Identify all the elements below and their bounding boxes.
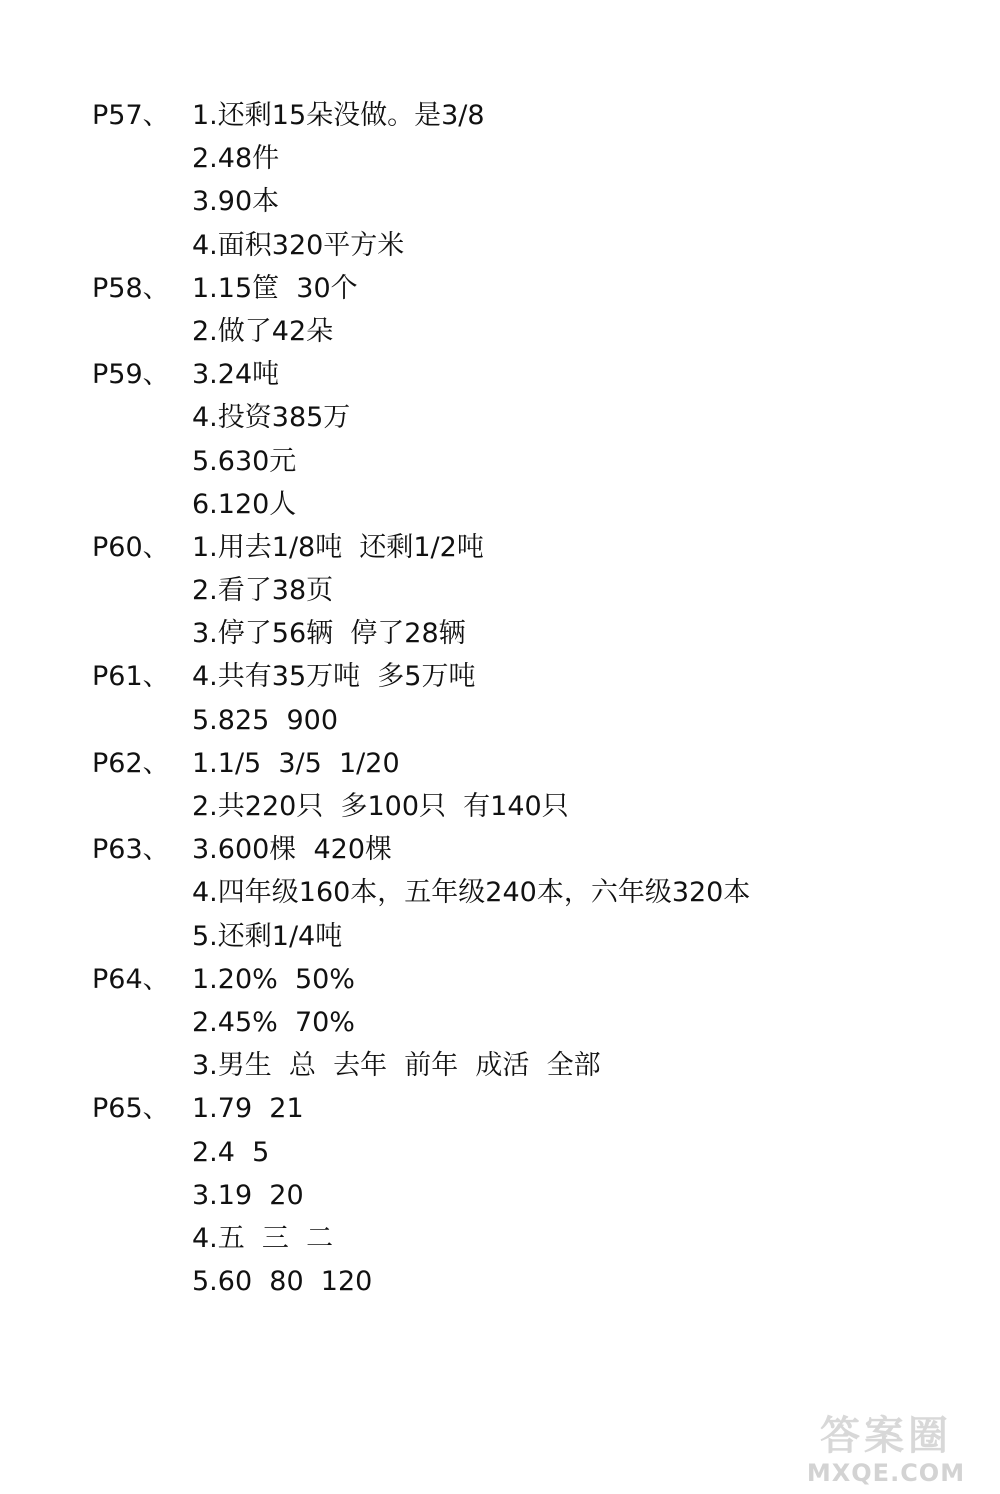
watermark <box>786 1412 986 1486</box>
answer-row <box>92 612 972 655</box>
answer-row <box>92 828 972 871</box>
answer-row <box>92 483 972 526</box>
answer-text: 5.825 900 <box>192 704 338 736</box>
answer-text: 5.60 80 120 <box>192 1266 373 1298</box>
answer-row <box>92 1174 972 1217</box>
answer-row <box>92 94 972 137</box>
page-label: P62、 <box>92 747 170 779</box>
answer-row <box>92 742 972 785</box>
answer-row <box>92 699 972 742</box>
answer-text: 4.五 三 二 <box>192 1222 334 1254</box>
page-label: P59、 <box>92 359 170 391</box>
answer-text: 4.共有35万吨 多5万吨 <box>192 661 476 693</box>
answer-text: 4.投资385万 <box>192 402 351 434</box>
answer-row <box>92 655 972 698</box>
answer-text: 3.90本 <box>192 186 280 218</box>
answer-text: 6.120人 <box>192 488 297 520</box>
answer-text: 5.630元 <box>192 445 297 477</box>
answer-text: 1.1/5 3/5 1/20 <box>192 747 400 779</box>
answer-text: 3.24吨 <box>192 359 280 391</box>
answer-row <box>92 180 972 223</box>
answer-text: 1.用去1/8吨 还剩1/2吨 <box>192 531 484 563</box>
answer-text: 3.600棵 420棵 <box>192 834 392 866</box>
answer-row <box>92 267 972 310</box>
answer-row <box>92 440 972 483</box>
page-label: P65、 <box>92 1093 170 1125</box>
answer-text: 1.还剩15朵没做。是3/8 <box>192 100 485 131</box>
answer-text: 3.男生 总 去年 前年 成活 全部 <box>192 1050 601 1082</box>
page-label: P64、 <box>92 963 170 995</box>
answer-text: 3.19 20 <box>192 1179 304 1211</box>
answer-row <box>92 1131 972 1174</box>
answer-text: 2.看了38页 <box>192 575 334 607</box>
answer-text: 2.45% 70% <box>192 1006 355 1038</box>
answer-text: 2.48件 <box>192 143 280 175</box>
answer-row <box>92 1217 972 1260</box>
answer-row <box>92 396 972 439</box>
answer-text: 2.4 5 <box>192 1136 270 1168</box>
answer-text: 2.共220只 多100只 有140只 <box>192 791 569 822</box>
answer-row <box>92 353 972 396</box>
answer-text: 1.20% 50% <box>192 963 355 995</box>
answer-text: 4.四年级160本，五年级240本，六年级320本 <box>192 877 751 909</box>
answer-row <box>92 137 972 180</box>
answer-row <box>92 310 972 353</box>
page-label: P63、 <box>92 834 170 866</box>
page-label: P61、 <box>92 661 170 693</box>
answer-text: 1.79 21 <box>192 1093 304 1125</box>
answer-text: 2.做了42朵 <box>192 315 334 347</box>
answer-row <box>92 1001 972 1044</box>
answer-row <box>92 1260 972 1303</box>
answer-text: 1.15筐 30个 <box>192 272 358 304</box>
page-label: P58、 <box>92 272 170 304</box>
answer-text: 5.还剩1/4吨 <box>192 920 343 952</box>
answer-row <box>92 1044 972 1087</box>
answer-text: 3.停了56辆 停了28辆 <box>192 618 466 650</box>
answer-row <box>92 224 972 267</box>
answer-row <box>92 785 972 828</box>
answer-row <box>92 915 972 958</box>
answer-row <box>92 1087 972 1130</box>
watermark-logo: 答案圈 <box>820 1413 952 1459</box>
page-label: P57、 <box>92 100 170 131</box>
answer-row <box>92 958 972 1001</box>
answer-list <box>92 94 972 1303</box>
page-label: P60、 <box>92 531 170 563</box>
answer-text: 4.面积320平方米 <box>192 229 405 261</box>
watermark-site: MXQE.COM <box>806 1459 966 1487</box>
answer-row <box>92 871 972 914</box>
answer-row <box>92 526 972 569</box>
answer-row <box>92 569 972 612</box>
